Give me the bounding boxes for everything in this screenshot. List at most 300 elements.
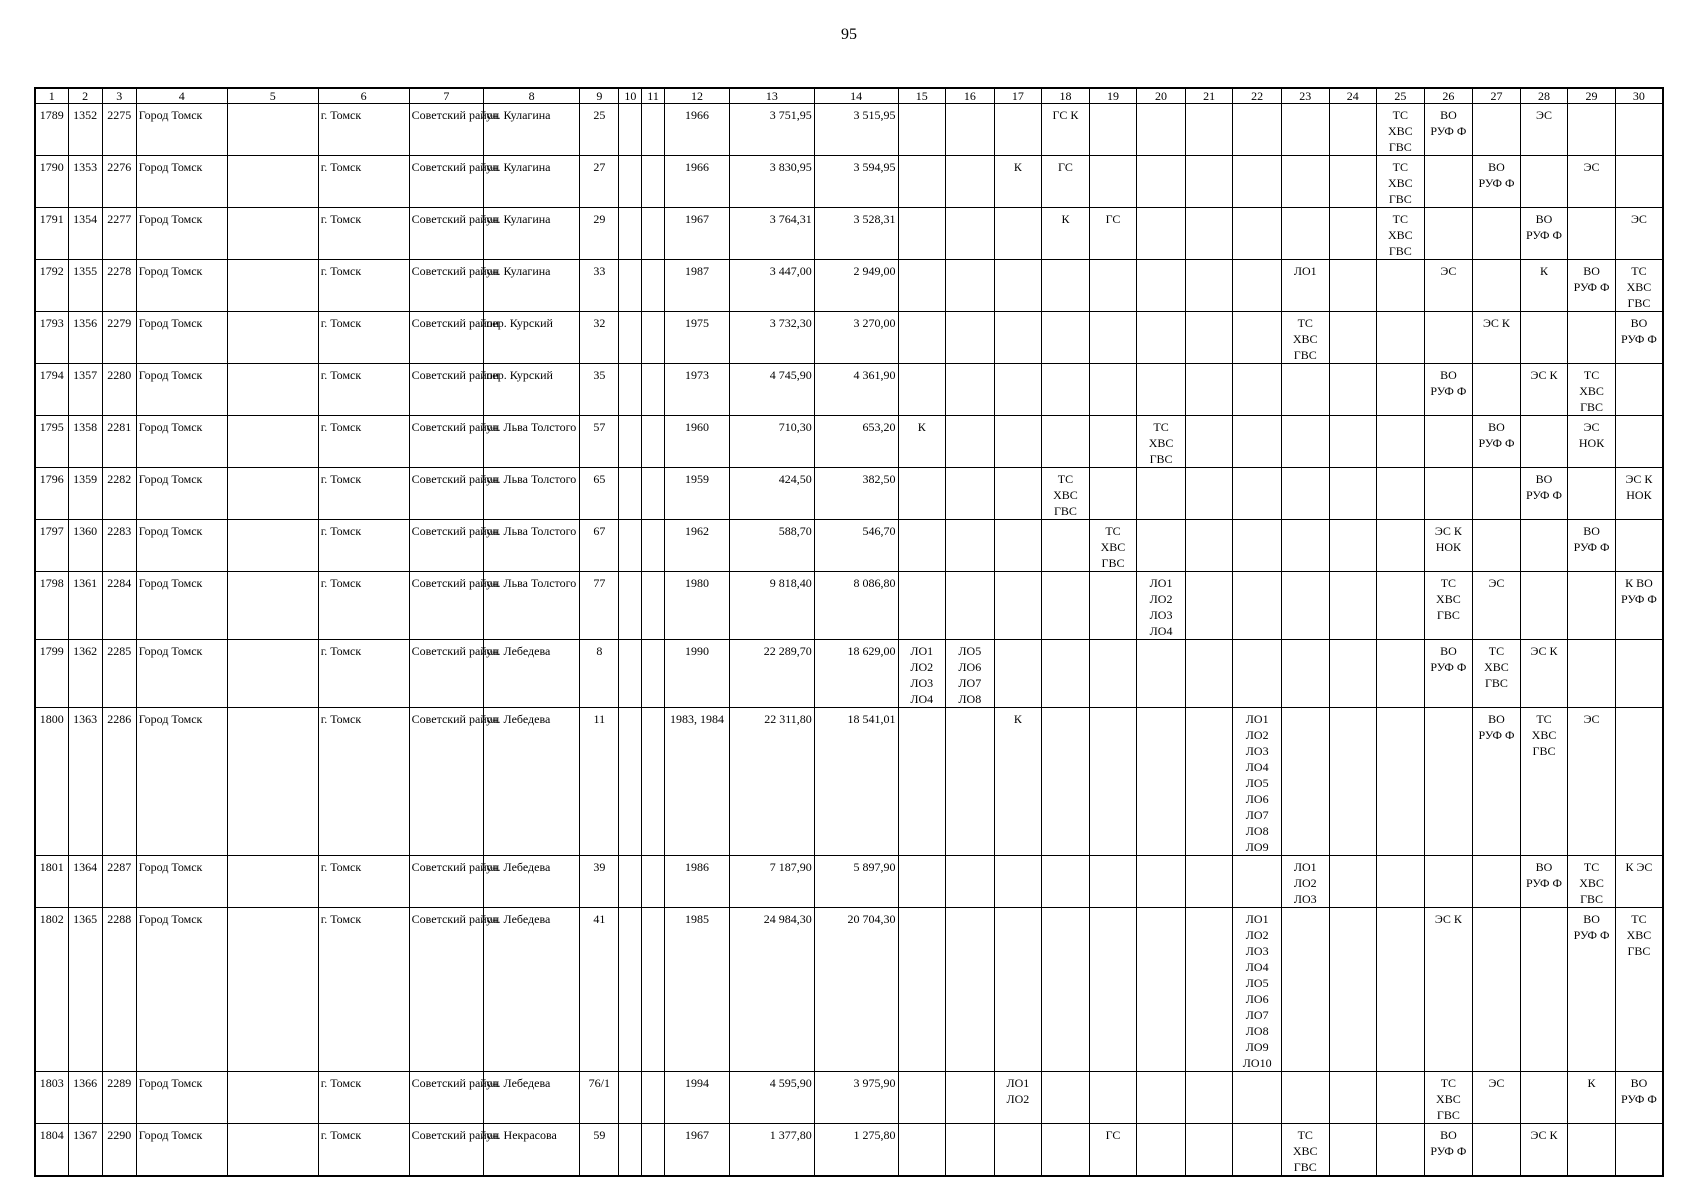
cell-col-19 (1089, 708, 1137, 856)
cell-col-4: Город Томск (136, 104, 227, 156)
column-header-11: 11 (642, 88, 665, 104)
cell-line: К (1061, 212, 1070, 226)
cell-line: ХВС (1626, 280, 1652, 294)
column-header-26: 26 (1424, 88, 1473, 104)
cell-col-22 (1233, 104, 1282, 156)
cell-line: ХВС (1484, 660, 1509, 674)
cell-col-17 (994, 1124, 1042, 1177)
cell-col-1: 1798 (35, 572, 68, 640)
cell-col-3: 2289 (102, 1072, 136, 1124)
column-header-12: 12 (664, 88, 729, 104)
cell-col-13: 588,70 (730, 520, 815, 572)
cell-col-29 (1568, 364, 1616, 416)
cell-col-5 (227, 1072, 318, 1124)
cell-line: ЭС К (1434, 912, 1462, 926)
cell-col-4: Город Томск (136, 856, 227, 908)
cell-line: ЛО9 (1245, 1040, 1269, 1054)
cell-col-6: г. Томск (318, 208, 409, 260)
cell-col-21 (1185, 640, 1233, 708)
cell-line: ТС (1297, 1128, 1313, 1142)
cell-line: ВО (1535, 860, 1553, 874)
cell-line: К (1587, 1076, 1596, 1090)
cell-col-16 (946, 468, 995, 520)
cell-col-23 (1281, 104, 1329, 156)
cell-col-12: 1966 (664, 156, 729, 208)
cell-col-30 (1615, 856, 1663, 908)
cell-col-25 (1377, 856, 1425, 908)
cell-col-27 (1473, 520, 1521, 572)
cell-col-5 (227, 468, 318, 520)
cell-line: НОК (1578, 436, 1605, 450)
cell-col-10 (619, 364, 642, 416)
column-header-13: 13 (730, 88, 815, 104)
cell-col-18 (1042, 312, 1090, 364)
cell-col-5 (227, 640, 318, 708)
cell-line: ТС (1488, 644, 1505, 658)
cell-col-2: 1365 (68, 908, 102, 1072)
cell-col-7: Советский район (409, 520, 483, 572)
cell-line: ЭС (1536, 108, 1552, 122)
cell-col-8: ул. Льва Толстого (484, 572, 580, 640)
cell-col-26 (1424, 1072, 1473, 1124)
cell-col-18 (1042, 1124, 1090, 1177)
cell-col-11 (642, 1072, 665, 1124)
cell-col-15 (898, 468, 946, 520)
cell-line: ЛО1 (1293, 860, 1317, 874)
cell-col-18 (1042, 1072, 1090, 1124)
cell-col-13: 3 751,95 (730, 104, 815, 156)
cell-col-29 (1568, 640, 1616, 708)
cell-col-5 (227, 260, 318, 312)
cell-col-5 (227, 364, 318, 416)
cell-line: ТС (1057, 472, 1074, 486)
cell-col-17 (994, 708, 1042, 856)
cell-col-27 (1473, 208, 1521, 260)
cell-col-18 (1042, 640, 1090, 708)
cell-col-16 (946, 1124, 995, 1177)
cell-col-8: ул. Кулагина (484, 104, 580, 156)
cell-col-17 (994, 104, 1042, 156)
cell-col-3: 2282 (102, 468, 136, 520)
cell-line: ЭС (1583, 420, 1600, 434)
cell-line: ТС (1392, 108, 1408, 122)
column-header-10: 10 (619, 88, 642, 104)
cell-col-11 (642, 908, 665, 1072)
cell-col-10 (619, 856, 642, 908)
cell-line: РУФ Ф (1430, 660, 1467, 674)
cell-line: ГВС (1580, 400, 1604, 414)
cell-line: ХВС (1100, 540, 1126, 554)
cell-line: ЭС К (1625, 472, 1653, 486)
cell-col-21 (1185, 1072, 1233, 1124)
cell-line: РУФ Ф (1430, 384, 1467, 398)
cell-col-29 (1568, 520, 1616, 572)
cell-col-18 (1042, 708, 1090, 856)
cell-col-4: Город Томск (136, 572, 227, 640)
cell-col-10 (619, 520, 642, 572)
cell-col-17 (994, 156, 1042, 208)
cell-col-9: 39 (580, 856, 619, 908)
cell-col-16 (946, 708, 995, 856)
cell-col-12: 1962 (664, 520, 729, 572)
cell-col-16 (946, 260, 995, 312)
table-row (35, 572, 1663, 640)
cell-col-11 (642, 260, 665, 312)
cell-col-27 (1473, 856, 1521, 908)
cell-col-16 (946, 640, 995, 708)
cell-col-25 (1377, 908, 1425, 1072)
column-header-27: 27 (1473, 88, 1521, 104)
cell-col-15 (898, 208, 946, 260)
cell-col-18 (1042, 520, 1090, 572)
cell-col-11 (642, 312, 665, 364)
cell-col-24 (1329, 260, 1377, 312)
cell-col-23 (1281, 708, 1329, 856)
cell-col-7: Советский район (409, 640, 483, 708)
cell-col-7: Советский район (409, 1124, 483, 1177)
cell-col-29 (1568, 416, 1616, 468)
cell-line: РУФ Ф (1430, 124, 1467, 138)
cell-col-2: 1361 (68, 572, 102, 640)
cell-col-18 (1042, 908, 1090, 1072)
cell-col-8: ул. Лебедева (484, 908, 580, 1072)
table-row (35, 908, 1663, 1072)
cell-line: ЛО3 (910, 676, 934, 690)
column-header-30: 30 (1615, 88, 1663, 104)
cell-col-5 (227, 312, 318, 364)
cell-col-19 (1089, 520, 1137, 572)
cell-col-29 (1568, 1072, 1616, 1124)
cell-col-5 (227, 708, 318, 856)
cell-col-1: 1799 (35, 640, 68, 708)
cell-line: ВО (1630, 316, 1648, 330)
column-header-16: 16 (946, 88, 995, 104)
cell-col-19 (1089, 104, 1137, 156)
cell-line: ХВС (1148, 436, 1174, 450)
cell-col-20 (1137, 908, 1186, 1072)
cell-line: ЛО6 (1245, 992, 1269, 1006)
cell-col-18 (1042, 364, 1090, 416)
cell-col-20 (1137, 364, 1186, 416)
cell-col-23 (1281, 364, 1329, 416)
cell-line: ХВС (1387, 124, 1413, 138)
cell-line: ЛО5 (958, 644, 982, 658)
cell-col-23 (1281, 1124, 1329, 1177)
cell-col-28 (1520, 572, 1568, 640)
cell-col-20 (1137, 312, 1186, 364)
cell-col-30 (1615, 312, 1663, 364)
cell-col-19 (1089, 364, 1137, 416)
cell-col-26 (1424, 104, 1473, 156)
cell-col-4: Город Томск (136, 640, 227, 708)
cell-col-17 (994, 1072, 1042, 1124)
cell-line: ВО (1440, 1128, 1457, 1142)
cell-col-9: 76/1 (580, 1072, 619, 1124)
cell-col-13: 3 447,00 (730, 260, 815, 312)
cell-col-15 (898, 260, 946, 312)
cell-col-4: Город Томск (136, 520, 227, 572)
column-header-1: 1 (35, 88, 68, 104)
cell-col-5 (227, 856, 318, 908)
cell-col-19 (1089, 572, 1137, 640)
cell-col-12: 1990 (664, 640, 729, 708)
cell-col-10 (619, 312, 642, 364)
cell-col-27 (1473, 640, 1521, 708)
cell-line: ЛО3 (1293, 892, 1317, 906)
cell-col-8: ул. Кулагина (484, 156, 580, 208)
cell-col-20 (1137, 640, 1186, 708)
cell-line: ГВС (1388, 140, 1412, 154)
cell-col-18 (1042, 416, 1090, 468)
cell-col-26 (1424, 364, 1473, 416)
cell-col-30 (1615, 468, 1663, 520)
cell-col-14: 5 897,90 (814, 856, 898, 908)
cell-line: ТС (1392, 212, 1408, 226)
cell-col-14: 3 975,90 (814, 1072, 898, 1124)
cell-line: ГВС (1293, 348, 1317, 362)
cell-col-3: 2278 (102, 260, 136, 312)
cell-line: К (917, 420, 926, 434)
cell-col-18 (1042, 104, 1090, 156)
cell-col-7: Советский район (409, 572, 483, 640)
cell-col-23 (1281, 312, 1329, 364)
cell-col-8: ул. Кулагина (484, 260, 580, 312)
cell-line: ЭС К (1530, 1128, 1558, 1142)
column-header-28: 28 (1520, 88, 1568, 104)
cell-col-25 (1377, 468, 1425, 520)
cell-col-13: 3 732,30 (730, 312, 815, 364)
cell-line: ЛО4 (1149, 624, 1173, 638)
cell-col-1: 1797 (35, 520, 68, 572)
cell-col-16 (946, 312, 995, 364)
cell-col-14: 8 086,80 (814, 572, 898, 640)
cell-col-4: Город Томск (136, 1072, 227, 1124)
cell-line: ТС (1297, 316, 1313, 330)
cell-col-1: 1789 (35, 104, 68, 156)
cell-col-9: 77 (580, 572, 619, 640)
cell-col-17 (994, 260, 1042, 312)
cell-col-27 (1473, 908, 1521, 1072)
cell-col-11 (642, 208, 665, 260)
cell-col-6: г. Томск (318, 708, 409, 856)
cell-col-29 (1568, 1124, 1616, 1177)
cell-line: ХВС (1292, 1144, 1318, 1158)
cell-col-18 (1042, 208, 1090, 260)
cell-col-6: г. Томск (318, 640, 409, 708)
cell-col-9: 32 (580, 312, 619, 364)
cell-col-3: 2285 (102, 640, 136, 708)
cell-col-22 (1233, 416, 1282, 468)
cell-col-22 (1233, 1072, 1282, 1124)
cell-col-10 (619, 104, 642, 156)
cell-col-24 (1329, 364, 1377, 416)
cell-col-17 (994, 908, 1042, 1072)
cell-col-3: 2280 (102, 364, 136, 416)
cell-col-21 (1185, 416, 1233, 468)
cell-col-14: 3 528,31 (814, 208, 898, 260)
cell-line: ГС (1105, 1128, 1121, 1142)
cell-col-7: Советский район (409, 708, 483, 856)
cell-col-9: 33 (580, 260, 619, 312)
cell-col-5 (227, 104, 318, 156)
cell-line: РУФ Ф (1430, 1144, 1467, 1158)
cell-col-22 (1233, 908, 1282, 1072)
cell-line: РУФ Ф (1620, 1092, 1657, 1106)
table-row (35, 708, 1663, 856)
cell-col-20 (1137, 708, 1186, 856)
cell-col-4: Город Томск (136, 312, 227, 364)
cell-col-2: 1366 (68, 1072, 102, 1124)
column-header-17: 17 (994, 88, 1042, 104)
cell-col-30 (1615, 104, 1663, 156)
cell-line: К ЭС (1625, 860, 1653, 874)
cell-line: ЛО10 (1242, 1056, 1272, 1070)
cell-line: ВО (1583, 524, 1600, 538)
cell-col-28 (1520, 208, 1568, 260)
cell-col-22 (1233, 708, 1282, 856)
cell-line: ВО (1583, 912, 1600, 926)
cell-col-29 (1568, 708, 1616, 856)
cell-col-15 (898, 572, 946, 640)
cell-col-12: 1986 (664, 856, 729, 908)
cell-col-11 (642, 468, 665, 520)
cell-line: ТС (1536, 712, 1552, 726)
cell-col-24 (1329, 468, 1377, 520)
table-row (35, 1072, 1663, 1124)
cell-col-10 (619, 1072, 642, 1124)
cell-col-28 (1520, 640, 1568, 708)
cell-col-30 (1615, 208, 1663, 260)
cell-col-21 (1185, 708, 1233, 856)
cell-line: ГВС (1532, 744, 1556, 758)
cell-col-23 (1281, 520, 1329, 572)
cell-col-9: 57 (580, 416, 619, 468)
cell-col-12: 1985 (664, 908, 729, 1072)
cell-col-1: 1796 (35, 468, 68, 520)
cell-line: ГС (1105, 212, 1121, 226)
cell-col-1: 1794 (35, 364, 68, 416)
cell-col-14: 3 270,00 (814, 312, 898, 364)
cell-line: ЛО4 (910, 692, 934, 706)
cell-col-25 (1377, 208, 1425, 260)
cell-col-18 (1042, 572, 1090, 640)
cell-col-25 (1377, 312, 1425, 364)
cell-line: ЛО1 (910, 644, 934, 658)
cell-col-14: 546,70 (814, 520, 898, 572)
cell-col-30 (1615, 1072, 1663, 1124)
cell-col-20 (1137, 468, 1186, 520)
cell-col-24 (1329, 520, 1377, 572)
cell-col-28 (1520, 856, 1568, 908)
cell-col-21 (1185, 260, 1233, 312)
cell-col-6: г. Томск (318, 364, 409, 416)
cell-col-16 (946, 156, 995, 208)
table-body (35, 104, 1663, 1177)
cell-col-21 (1185, 208, 1233, 260)
cell-col-5 (227, 1124, 318, 1177)
cell-col-13: 7 187,90 (730, 856, 815, 908)
cell-line: ГВС (1436, 1108, 1460, 1122)
cell-col-19 (1089, 1072, 1137, 1124)
cell-col-16 (946, 364, 995, 416)
cell-col-1: 1792 (35, 260, 68, 312)
cell-col-2: 1355 (68, 260, 102, 312)
cell-line: ТС (1440, 1076, 1457, 1090)
cell-col-28 (1520, 708, 1568, 856)
cell-col-27 (1473, 156, 1521, 208)
cell-line: ТС (1440, 576, 1457, 590)
cell-col-12: 1959 (664, 468, 729, 520)
cell-col-28 (1520, 104, 1568, 156)
column-header-row (35, 88, 1663, 104)
cell-col-30 (1615, 260, 1663, 312)
cell-col-12: 1967 (664, 1124, 729, 1177)
cell-col-4: Город Томск (136, 416, 227, 468)
cell-col-4: Город Томск (136, 260, 227, 312)
cell-line: РУФ Ф (1478, 436, 1515, 450)
cell-col-2: 1353 (68, 156, 102, 208)
cell-line: ЛО9 (1245, 840, 1269, 854)
cell-line: РУФ Ф (1478, 728, 1515, 742)
cell-line: ЛО5 (1245, 976, 1269, 990)
cell-col-15 (898, 908, 946, 1072)
cell-col-25 (1377, 260, 1425, 312)
cell-col-12: 1966 (664, 104, 729, 156)
cell-col-19 (1089, 1124, 1137, 1177)
cell-col-16 (946, 520, 995, 572)
cell-col-11 (642, 1124, 665, 1177)
cell-line: ГС (1058, 160, 1073, 174)
cell-col-14: 3 515,95 (814, 104, 898, 156)
cell-col-5 (227, 208, 318, 260)
cell-col-12: 1960 (664, 416, 729, 468)
cell-col-30 (1615, 908, 1663, 1072)
cell-line: ТС (1105, 524, 1121, 538)
cell-col-25 (1377, 520, 1425, 572)
cell-col-7: Советский район (409, 468, 483, 520)
cell-col-12: 1967 (664, 208, 729, 260)
column-header-21: 21 (1185, 88, 1233, 104)
cell-line: ЛО1 (1149, 576, 1173, 590)
page-number: 95 (841, 26, 857, 43)
table-row (35, 640, 1663, 708)
cell-col-18 (1042, 260, 1090, 312)
cell-col-15 (898, 640, 946, 708)
cell-col-15 (898, 708, 946, 856)
cell-line: ЛО7 (1245, 808, 1269, 822)
cell-line: ХВС (1436, 592, 1461, 606)
cell-col-14: 4 361,90 (814, 364, 898, 416)
cell-col-16 (946, 416, 995, 468)
cell-col-20 (1137, 856, 1186, 908)
cell-col-24 (1329, 416, 1377, 468)
cell-col-17 (994, 572, 1042, 640)
cell-line: ЭС (1583, 712, 1600, 726)
cell-line: ЛО7 (1245, 1008, 1269, 1022)
cell-line: НОК (1435, 540, 1462, 554)
cell-col-13: 24 984,30 (730, 908, 815, 1072)
cell-col-30 (1615, 1124, 1663, 1177)
cell-line: ГВС (1484, 676, 1508, 690)
cell-line: ТС (1631, 264, 1647, 278)
column-header-7: 7 (409, 88, 483, 104)
cell-col-14: 18 629,00 (814, 640, 898, 708)
cell-col-15 (898, 364, 946, 416)
cell-line: ЭС К (1530, 644, 1558, 658)
cell-line: ЭС (1630, 212, 1647, 226)
cell-line: РУФ Ф (1526, 228, 1562, 242)
cell-col-22 (1233, 260, 1282, 312)
